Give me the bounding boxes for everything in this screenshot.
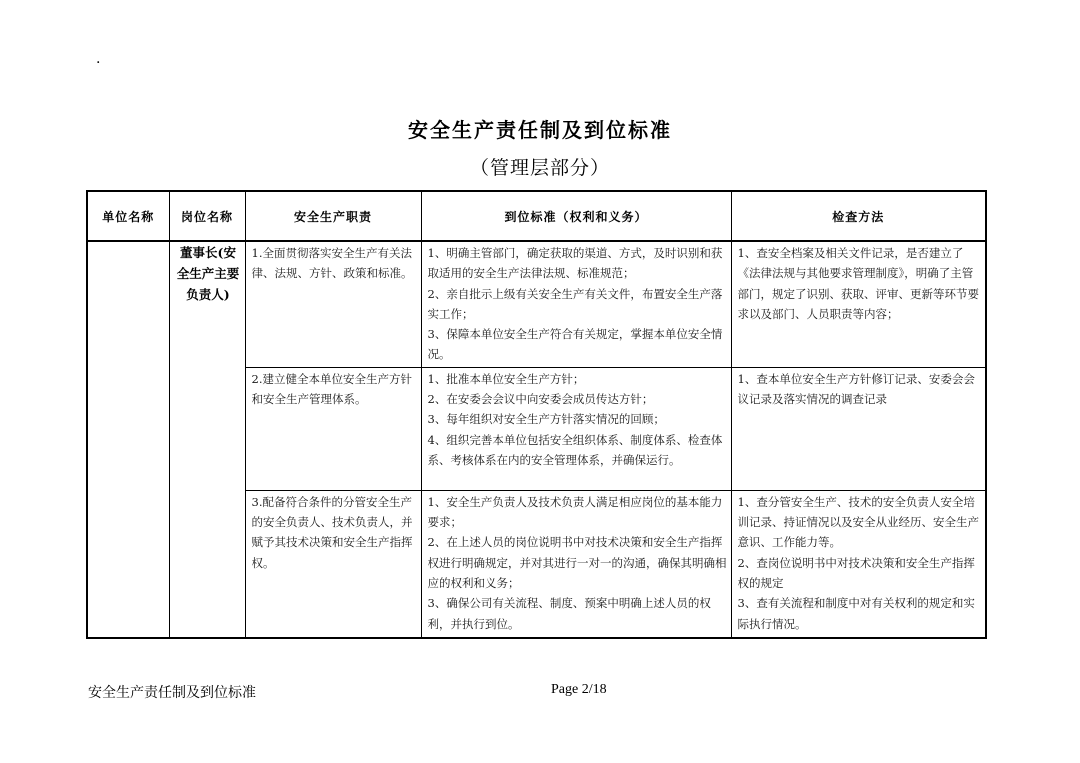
header-check-method: 检查方法 <box>731 191 986 241</box>
standard-item: 3、保障本单位安全生产符合有关规定，掌握本单位安全情况。 <box>427 327 723 362</box>
document-title: 安全生产责任制及到位标准 <box>408 118 672 142</box>
standard-item: 1、批准本单位安全生产方针； <box>427 371 585 386</box>
standard-item: 2、在上述人员的岗位说明书中对技术决策和安全生产指挥权进行明确规定，并对其进行一对一的沟通，确保其明确相应的权利和义务； <box>427 535 727 590</box>
check-item: 1、查分管安全生产、技术的安全负责人安全培训记录、持证情况以及安全从业经历、安全生产意识、工作能力等。 <box>737 494 979 550</box>
check-cell <box>731 241 986 367</box>
document-subtitle: （管理层部分） <box>469 157 610 179</box>
standard-item: 1、安全生产负责人及技术负责人满足相应岗位的基本能力要求； <box>427 494 723 530</box>
standard-item: 3、每年组织对安全生产方针落实情况的回顾； <box>427 412 665 427</box>
footer-document-title: 安全生产责任制及到位标准 <box>88 685 256 701</box>
check-item: 1、查本单位安全生产方针修订记录、安委会会议记录及落实情况的调查记录 <box>737 371 975 407</box>
position-cell: 董事长(安全生产主要负责人) <box>169 241 245 638</box>
check-item: 3、查有关流程和制度中对有关权利的规定和实际执行情况。 <box>737 596 975 631</box>
standard-cell <box>421 367 731 490</box>
standard-item: 2、在安委会会议中向安委会成员传达方针； <box>427 392 654 407</box>
standard-cell <box>421 490 731 638</box>
check-item: 2、查岗位说明书中对技术决策和安全生产指挥权的规定 <box>737 555 975 590</box>
duty-cell: 1.全面贯彻落实安全生产有关法律、法规、方针、政策和标准。 <box>245 241 421 367</box>
duty-cell: 2.建立健全本单位安全生产方针和安全生产管理体系。 <box>245 367 421 490</box>
table-row <box>87 241 986 367</box>
check-item: 1、查安全档案及相关文件记录，是否建立了《法律法规与其他要求管理制度》，明确了主管部门，规定了识别、获取、评审、更新等环节要求以及部门、人员职责等内容； <box>737 246 979 321</box>
check-cell <box>731 490 986 638</box>
standard-item: 3、确保公司有关流程、制度、预案中明确上述人员的权利，并执行到位。 <box>427 596 711 631</box>
header-standard: 到位标准（权利和义务） <box>421 191 731 241</box>
check-cell <box>731 367 986 490</box>
responsibility-table <box>86 190 987 639</box>
standard-item: 4、组织完善本单位包括安全组织体系、制度体系、检查体系、考核体系在内的安全管理体系，并确保运行。 <box>427 432 723 467</box>
header-position-name: 岗位名称 <box>169 191 245 241</box>
page-dot: . <box>96 51 101 67</box>
standard-cell <box>421 241 731 367</box>
duty-cell: 3.配备符合条件的分管安全生产的安全负责人、技术负责人，并赋予其技术决策和安全生产指挥权。 <box>245 490 421 638</box>
header-unit-name: 单位名称 <box>87 191 169 241</box>
unit-name-cell <box>87 241 169 638</box>
table-header-row <box>87 191 986 241</box>
standard-item: 2、亲自批示上级有关安全生产有关文件，布置安全生产落实工作； <box>427 286 723 321</box>
footer-page-number: Page 2/18 <box>551 682 607 697</box>
standard-item: 1、明确主管部门，确定获取的渠道、方式，及时识别和获取适用的安全生产法律法规、标准规范； <box>427 246 723 281</box>
header-safety-duty: 安全生产职责 <box>245 191 421 241</box>
